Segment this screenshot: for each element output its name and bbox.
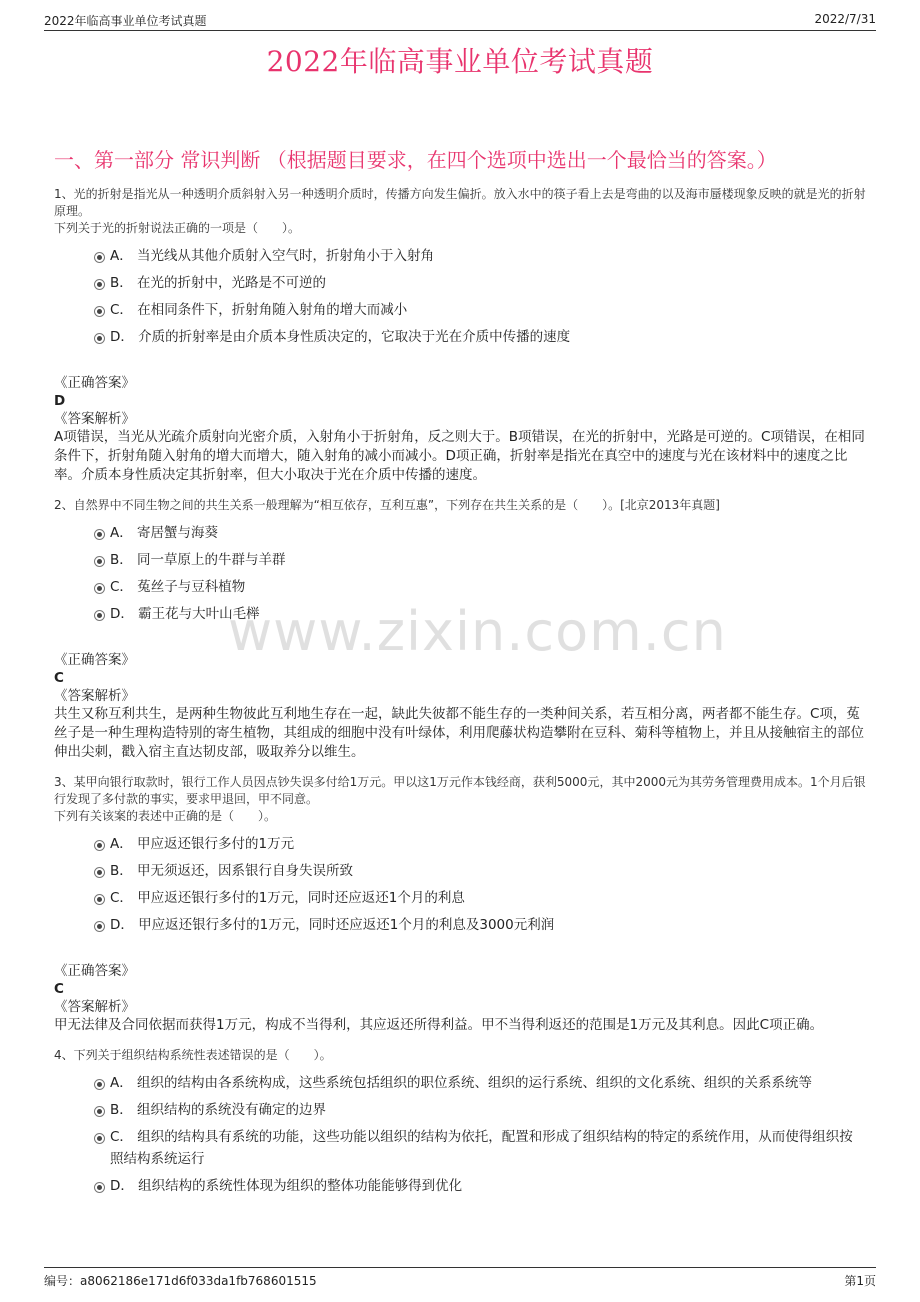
answer-value: C <box>54 670 64 686</box>
radio-icon[interactable] <box>94 333 105 344</box>
option-a[interactable]: A． 寄居蟹与海葵 <box>54 522 866 544</box>
analysis-label: 《答案解析》 <box>54 688 135 704</box>
header-date: 2022/7/31 <box>814 12 876 26</box>
question-prompt: 下列关于光的折射说法正确的一项是（ ）。 <box>54 221 301 235</box>
question-stem: 1、光的折射是指光从一种透明介质斜射入另一种透明介质时，传播方向发生偏折。放入水中的筷子看上去是弯曲的以及海市蜃楼现象反映的就是光的折射原理。 <box>54 187 866 218</box>
option-d[interactable]: D． 组织结构的系统性体现为组织的整体功能能够得到优化 <box>54 1175 866 1197</box>
radio-icon[interactable] <box>94 894 105 905</box>
option-d[interactable]: D． 介质的折射率是由介质本身性质决定的，它取决于光在介质中传播的速度 <box>54 326 866 348</box>
radio-icon[interactable] <box>94 306 105 317</box>
page-header <box>0 0 920 34</box>
analysis-label: 《答案解析》 <box>54 999 135 1015</box>
footer-page-number: 第1页 <box>844 1274 876 1288</box>
analysis-text: A项错误，当光从光疏介质射向光密介质，入射角小于折射角，反之则大于。B项错误，在光的折射中，光路是可逆的。C项错误，在相同条件下，折射角随入射角的增大而增大，随入射角的减小而减小。D项正确，折射率是指光在真空中的速度与光在该材料中的速度之比率。介质本身性质决定其折射率，但大小取决于光在介质中传播的速度。 <box>54 429 865 483</box>
radio-icon[interactable] <box>94 1133 105 1144</box>
question-stem: 4、下列关于组织结构系统性表述错误的是（ ）。 <box>54 1048 332 1062</box>
option-a[interactable]: A． 当光线从其他介质射入空气时，折射角小于入射角 <box>54 245 866 267</box>
answer-label: 《正确答案》 <box>54 652 135 668</box>
question-2 <box>54 497 866 762</box>
page-title: 2022年临高事业单位考试真题 <box>266 45 654 78</box>
question-prompt: 下列有关该案的表述中正确的是（ ）。 <box>54 809 277 823</box>
option-d[interactable]: D． 甲应返还银行多付的1万元，同时还应返还1个月的利息及3000元利润 <box>54 914 866 936</box>
radio-icon[interactable] <box>94 1106 105 1117</box>
option-c[interactable]: C． 菟丝子与豆科植物 <box>54 576 866 598</box>
answer-label: 《正确答案》 <box>54 963 135 979</box>
question-1 <box>54 186 866 485</box>
option-c[interactable]: C． 组织的结构具有系统的功能，这些功能以组织的结构为依托，配置和形成了组织结构的特定的系统作用，从而使得组织按照结构系统运行 <box>54 1126 866 1170</box>
answer-value: D <box>54 393 66 409</box>
option-b[interactable]: B． 同一草原上的牛群与羊群 <box>54 549 866 571</box>
radio-icon[interactable] <box>94 1182 105 1193</box>
option-a[interactable]: A． 组织的结构由各系统构成，这些系统包括组织的职位系统、组织的运行系统、组织的文化系统、组织的关系系统等 <box>54 1072 866 1094</box>
radio-icon[interactable] <box>94 610 105 621</box>
question-stem: 2、自然界中不同生物之间的共生关系一般理解为“相互依存，互利互惠”，下列存在共生关系的是（ ）。[北京2013年真题] <box>54 498 720 512</box>
option-c[interactable]: C． 在相同条件下，折射角随入射角的增大而减小 <box>54 299 866 321</box>
radio-icon[interactable] <box>94 840 105 851</box>
radio-icon[interactable] <box>94 583 105 594</box>
option-c[interactable]: C． 甲应返还银行多付的1万元，同时还应返还1个月的利息 <box>54 887 866 909</box>
analysis-label: 《答案解析》 <box>54 411 135 427</box>
option-b[interactable]: B． 甲无须返还，因系银行自身失误所致 <box>54 860 866 882</box>
header-divider <box>44 30 876 31</box>
radio-icon[interactable] <box>94 1079 105 1090</box>
question-stem: 3、某甲向银行取款时，银行工作人员因点钞失误多付给1万元。甲以这1万元作本钱经商，获利5000元，其中2000元为其劳务管理费用成本。1个月后银行发现了多付款的事实，要求甲退回，甲不同意。 <box>54 775 866 806</box>
section-heading: 一、第一部分 常识判断 （根据题目要求，在四个选项中选出一个最恰当的答案。） <box>54 148 777 172</box>
watermark: www.zixin.com.cn <box>228 600 727 663</box>
question-3 <box>54 774 866 1035</box>
option-d[interactable]: D． 霸王花与大叶山毛榉 <box>54 603 866 625</box>
option-b[interactable]: B． 组织结构的系统没有确定的边界 <box>54 1099 866 1121</box>
header-doc-title: 2022年临高事业单位考试真题 <box>44 14 207 28</box>
radio-icon[interactable] <box>94 867 105 878</box>
analysis-text: 共生又称互利共生，是两种生物彼此互利地生存在一起，缺此失彼都不能生存的一类种间关系，若互相分离，两者都不能生存。C项，菟丝子是一种生理构造特别的寄生植物，其组成的细胞中没有叶绿体，利用爬藤状构造攀附在豆科、菊科等植物上，并且从接触宿主的部位伸出尖刺，戳入宿主直达韧皮部，吸取养分以维生。 <box>54 706 864 760</box>
answer-label: 《正确答案》 <box>54 375 135 391</box>
option-b[interactable]: B． 在光的折射中，光路是不可逆的 <box>54 272 866 294</box>
answer-value: C <box>54 981 64 997</box>
radio-icon[interactable] <box>94 529 105 540</box>
footer-doc-id: 编号：a8062186e171d6f033da1fb768601515 <box>44 1274 317 1288</box>
analysis-text: 甲无法律及合同依据而获得1万元，构成不当得利，其应返还所得利益。甲不当得利返还的范围是1万元及其利息。因此C项正确。 <box>54 1017 824 1033</box>
radio-icon[interactable] <box>94 556 105 567</box>
option-a[interactable]: A． 甲应返还银行多付的1万元 <box>54 833 866 855</box>
radio-icon[interactable] <box>94 252 105 263</box>
radio-icon[interactable] <box>94 279 105 290</box>
footer-divider <box>44 1267 876 1268</box>
question-list <box>54 186 866 1197</box>
radio-icon[interactable] <box>94 921 105 932</box>
question-4 <box>54 1047 866 1197</box>
